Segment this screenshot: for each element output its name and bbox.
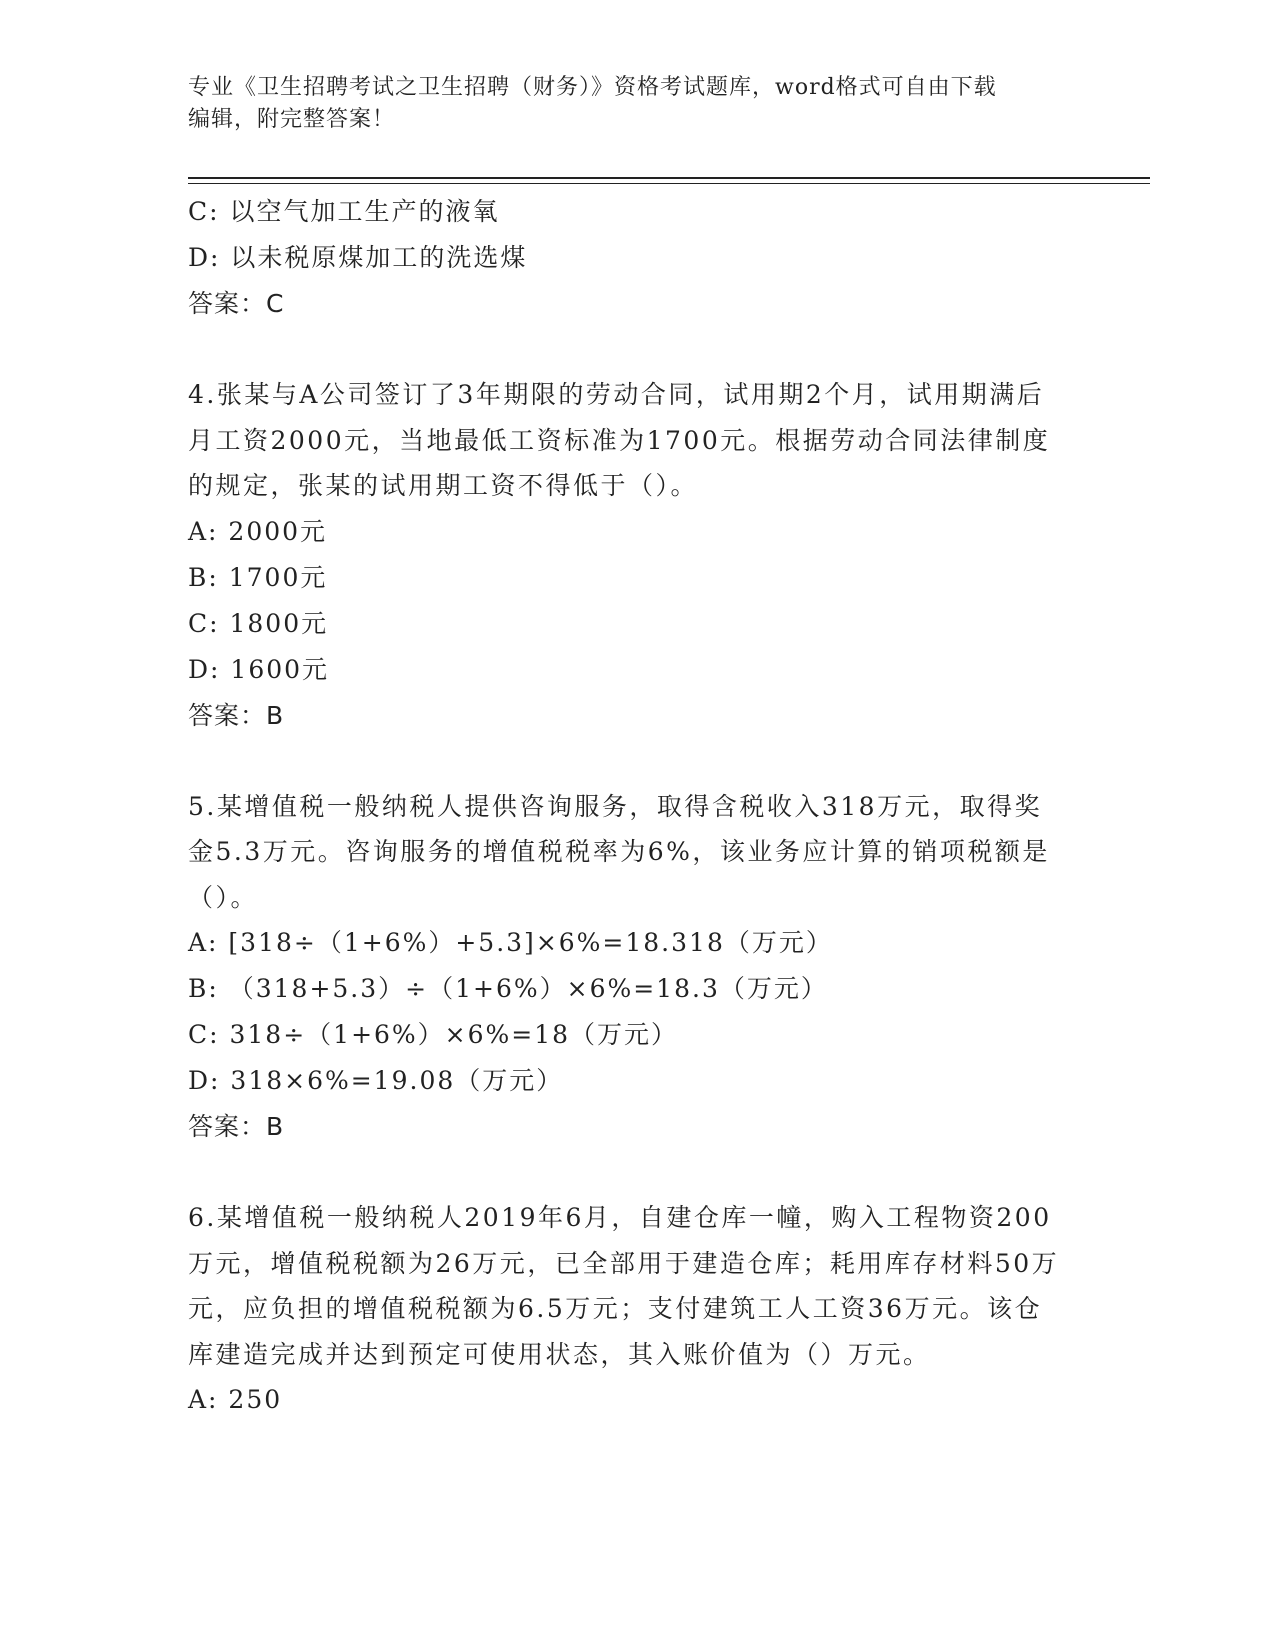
question-6 xyxy=(188,1195,1068,1423)
answer: 答案：C xyxy=(188,289,285,318)
header-line-1: 专业《卫生招聘考试之卫生招聘（财务）》资格考试题库，word格式可自由下载 xyxy=(188,75,997,100)
question-stem: 5.某增值税一般纳税人提供咨询服务，取得含税收入318万元，取得奖金5.3万元。咨询服务的增值税税率为6%，该业务应计算的销项税额是（）。 xyxy=(188,791,1050,912)
option-c: C: 以空气加工生产的液氧 xyxy=(188,197,500,226)
question-3-tail xyxy=(188,189,1068,327)
spacer xyxy=(188,739,1068,784)
option-d: D: 318×6%=19.08（万元） xyxy=(188,1066,564,1095)
spacer xyxy=(188,1150,1068,1195)
answer: 答案：B xyxy=(188,700,285,730)
option-a: A: 250 xyxy=(188,1385,283,1414)
answer: 答案：B xyxy=(188,1112,285,1141)
question-list xyxy=(188,189,1068,1423)
option-b: B: （318+5.3）÷（1+6%）×6%=18.3（万元） xyxy=(188,974,828,1003)
question-5 xyxy=(188,784,1068,1151)
option-b: B: 1700元 xyxy=(188,562,328,592)
header-rule-thin xyxy=(188,183,1150,184)
header-rule-thick xyxy=(188,177,1150,179)
option-d: D: 以未税原煤加工的洗选煤 xyxy=(188,243,528,272)
option-d: D: 1600元 xyxy=(188,654,330,684)
option-a: A: [318÷（1+6%）+5.3]×6%=18.318（万元） xyxy=(188,928,833,957)
question-4 xyxy=(188,372,1068,739)
option-c: C: 1800元 xyxy=(188,608,329,638)
document-header xyxy=(188,72,1068,136)
option-a: A: 2000元 xyxy=(188,516,328,546)
question-stem: 6.某增值税一般纳税人2019年6月，自建仓库一幢，购入工程物资200万元，增值税税额为26万元，已全部用于建造仓库；耗用库存材料50万元，应负担的增值税税额为6.5万元；支付建筑工人工资36万元。该仓库建造完成并达到预定可使用状态，其入账价值为（）万元。 xyxy=(188,1203,1060,1369)
spacer xyxy=(188,327,1068,372)
header-line-2: 编辑，附完整答案！ xyxy=(188,107,396,132)
option-c: C: 318÷（1+6%）×6%=18（万元） xyxy=(188,1020,679,1049)
question-stem: 4.张某与A公司签订了3年期限的劳动合同，试用期2个月，试用期满后月工资2000元，当地最低工资标准为1700元。根据劳动合同法律制度的规定，张某的试用期工资不得低于（）。 xyxy=(188,380,1051,500)
